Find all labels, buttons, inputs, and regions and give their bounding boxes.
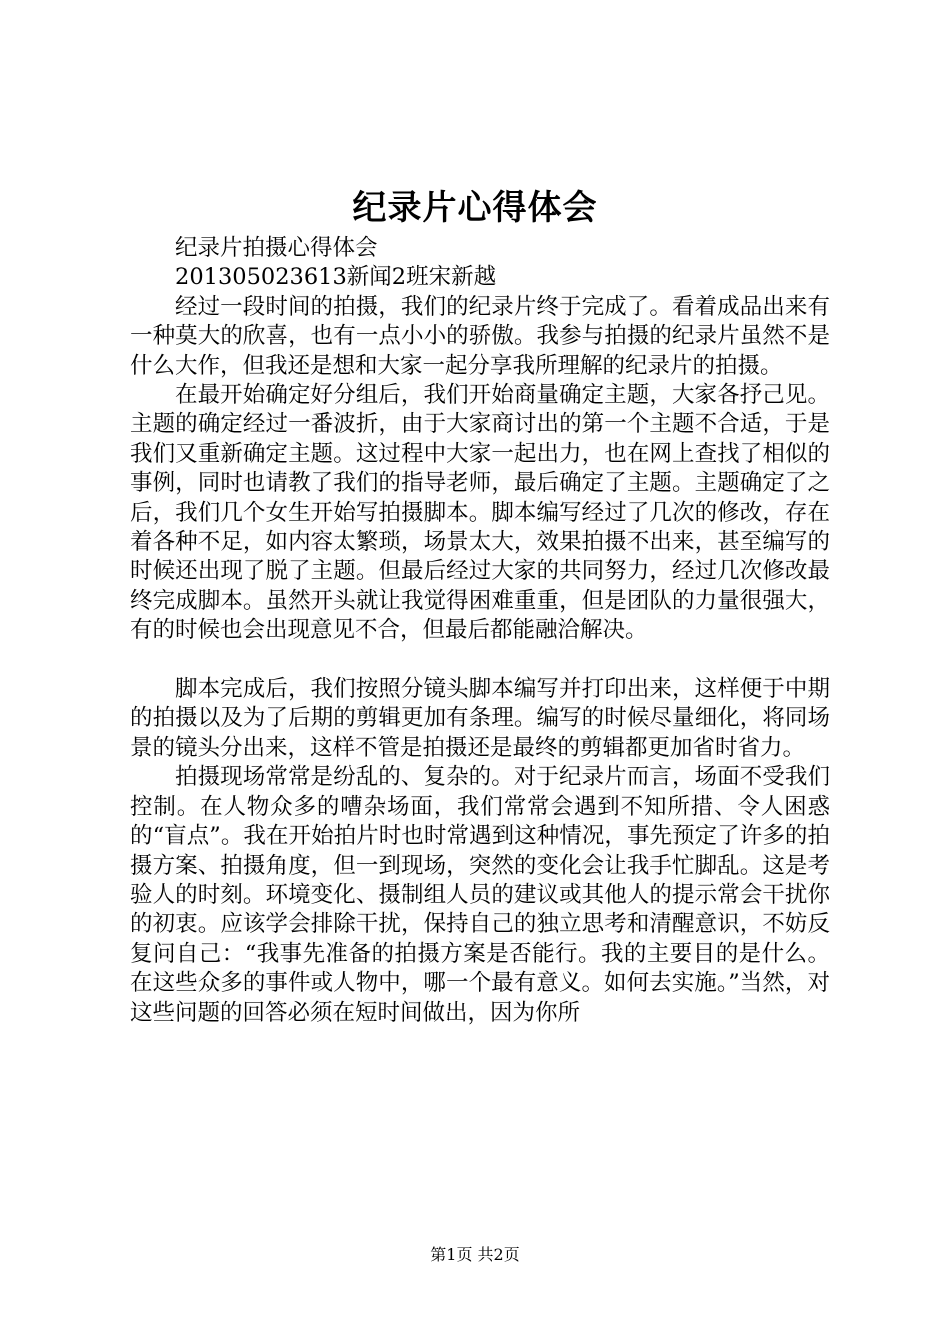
author-line: 201305023613新闻2班宋新越 — [175, 264, 497, 291]
document-title: 纪录片心得体会 — [352, 188, 598, 228]
page-footer: 第1页 共2页 — [430, 1245, 520, 1264]
paragraph: 拍摄现场常常是纷乱的、复杂的。对于纪录片而言，场面不受我们控制。在人物众多的嘈杂场面，我们常常会遇到不知所措、令人困惑的“盲点”。我在开始拍片时也时常遇到这种情况，事先预定了许多的拍摄方案、拍摄角度，但一到现场，突然的变化会让我手忙脚乱。这是考验人的时刻。环境变化、摄制组人员的建议或其他人的提示常会干扰你的初衷。应该学会排除干扰，保持自己的独立思考和清醒意识，不妨反复问自己：“我事先准备的拍摄方案是否能行。我的主要目的是什么。在这些众多的事件或人物中，哪一个最有意义。如何去实施。”当然，对这些问题的回答必须在短时间做出，因为你所 — [130, 764, 830, 1026]
subtitle: 纪录片拍摄心得体会 — [175, 235, 378, 261]
paragraph: 脚本完成后，我们按照分镜头脚本编写并打印出来，这样便于中期的拍摄以及为了后期的剪辑更加有条理。编写的时候尽量细化，将同场景的镜头分出来，这样不管是拍摄还是最终的剪辑都更加省时省力。 — [130, 676, 830, 761]
document-body — [130, 234, 830, 1028]
paragraph: 在最开始确定好分组后，我们开始商量确定主题，大家各抒己见。主题的确定经过一番波折，由于大家商讨出的第一个主题不合适，于是我们又重新确定主题。这过程中大家一起出力，也在网上查找了相似的事例，同时也请教了我们的指导老师，最后确定了主题。主题确定了之后，我们几个女生开始写拍摄脚本。脚本编写经过了几次的修改，存在着各种不足，如内容太繁琐，场景太大，效果拍摄不出来，甚至编写的时候还出现了脱了主题。但最后经过大家的共同努力，经过几次修改最终完成脚本。虽然开头就让我觉得困难重重，但是团队的力量很强大，有的时候也会出现意见不合，但最后都能融洽解决。 — [130, 382, 830, 644]
paragraph: 经过一段时间的拍摄，我们的纪录片终于完成了。看着成品出来有一种莫大的欣喜，也有一点小小的骄傲。我参与拍摄的纪录片虽然不是什么大作，但我还是想和大家一起分享我所理解的纪录片的拍摄。 — [130, 293, 830, 379]
